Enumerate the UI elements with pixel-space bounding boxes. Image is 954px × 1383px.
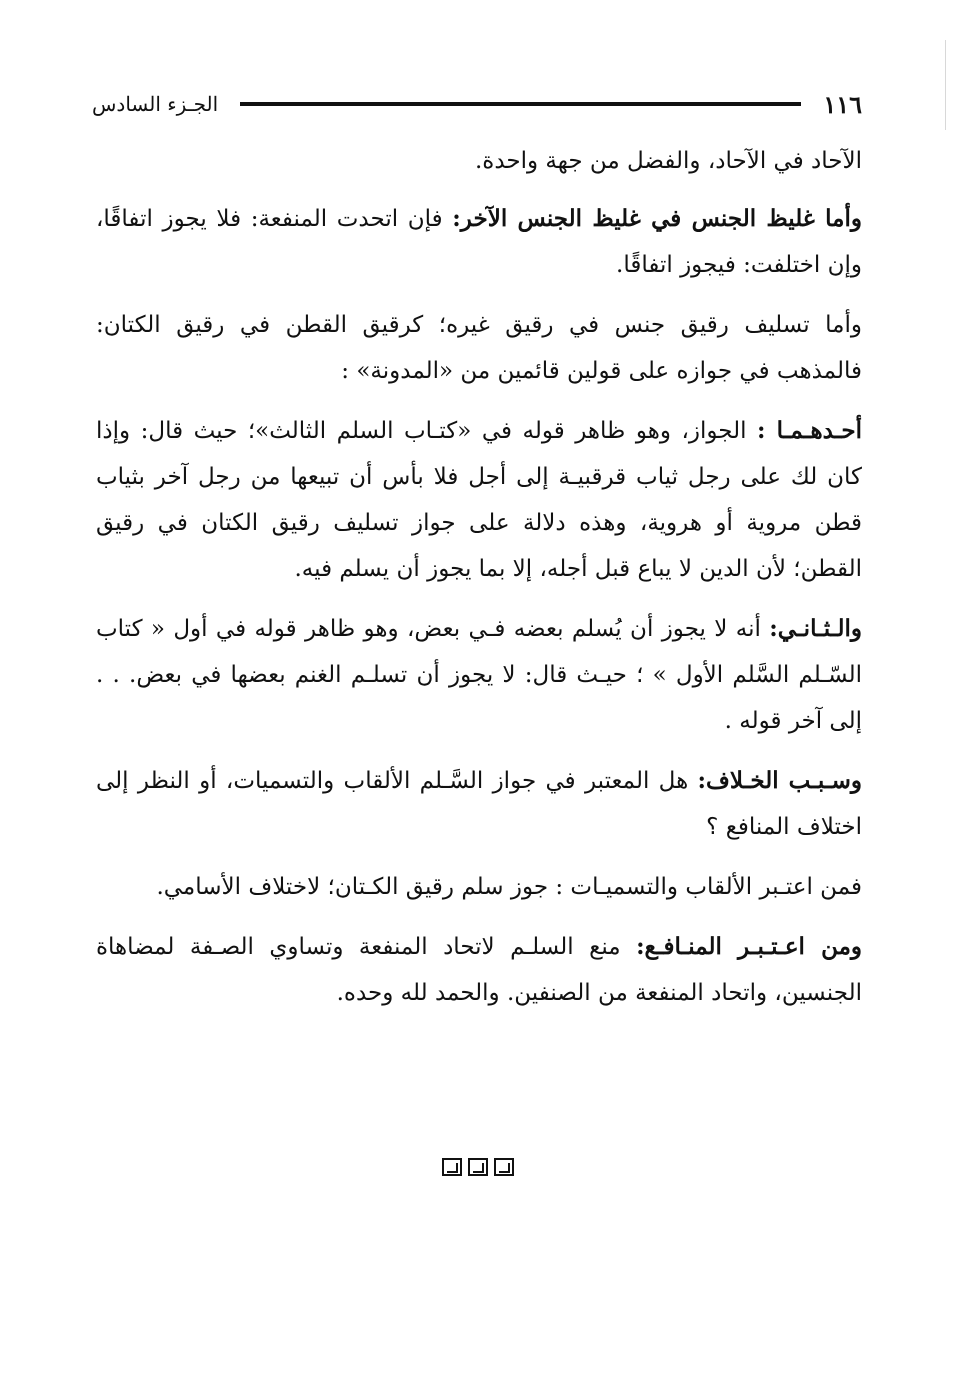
paragraph: [96, 758, 862, 850]
paragraph: [96, 302, 862, 394]
paragraph-text: فإن اتحدت المنفعة: فلا يجوز اتفاقًا، وإن اختلفت: فيجوز اتفاقًا.: [96, 206, 862, 278]
ornament-square-icon: [494, 1158, 514, 1176]
paragraph-text: الجواز، وهو ظاهر قوله في «كتـاب السلم الثالث»؛ حيث قال: وإذا كان لك على رجل ثياب قرقبيـة إلى أجل فلا بأس أن تبيعها من رجل آخر بثياب قطن مروية أو هروية، وهذه دلالة على جواز تسليف رقيق الكتان في رقيق القطن؛ لأن الدين لا يباع قبل أجله، إلا بما يجوز أن يسلم فيه.: [96, 418, 862, 582]
paragraph-text: فمن اعتـبر الألقاب والتسميـات : جوز سلم رقيق الكـتان؛ لاختلاف الأسامي.: [156, 874, 862, 900]
paragraph-lead: وأما غليظ الجنس في غليظ الجنس الآخر:: [452, 205, 862, 232]
paragraph-text: منع السلـم لاتحاد المنفعة وتساوي الصـفة لمضاهاة الجنسين، واتحاد المنفعة من الصنفين. والحمد لله وحده.: [96, 934, 862, 1006]
paragraph-lead: ومن اعـتـبـر المنـافـع:: [636, 933, 863, 960]
paragraph: [96, 196, 862, 288]
paragraph: [96, 606, 862, 744]
header-rule: [240, 102, 801, 106]
running-title: الجـزء السادس: [92, 92, 219, 116]
paragraph-text: هل المعتبر في جواز السَّـلم الألقاب والتسميات، أو النظر إلى اختلاف المنافع ؟: [96, 768, 862, 840]
paragraph: [96, 138, 862, 184]
ornament-square-icon: [468, 1158, 488, 1176]
paragraph-lead: وسـبـب الخـلاف:: [697, 767, 862, 794]
paragraph: [96, 864, 862, 910]
page-header: [92, 84, 862, 124]
paragraph: [96, 408, 862, 592]
paragraph-text: وأما تسليف رقيق جنس في رقيق غيره؛ كرقيق القطن في رقيق الكتان: فالمذهب في جوازه على قولين قائمين من «المدونة» :: [96, 312, 862, 384]
ornament-square-icon: [442, 1158, 462, 1176]
paragraph-text: الآحاد في الآحاد، والفضل من جهة واحدة.: [474, 148, 862, 174]
paragraph-text: أنه لا يجوز أن يُسلم بعضه فـي بعض، وهو ظاهر قوله في أول « كتاب السّـلم السَّلم الأول » ؛ حيـث قال: لا يجوز أن تسلـم الغنم بعضها في بعض. . . إلى آخر قوله .: [96, 616, 862, 734]
page-number: ١١٦: [823, 89, 862, 119]
paragraph: [96, 924, 862, 1016]
paragraph-lead: والـثـانـي:: [769, 615, 862, 642]
paragraph-lead: أحـدهـمـا :: [757, 417, 863, 444]
end-ornament: [442, 1158, 524, 1180]
body-text: [96, 138, 862, 1030]
scan-edge-mark: [945, 40, 946, 130]
